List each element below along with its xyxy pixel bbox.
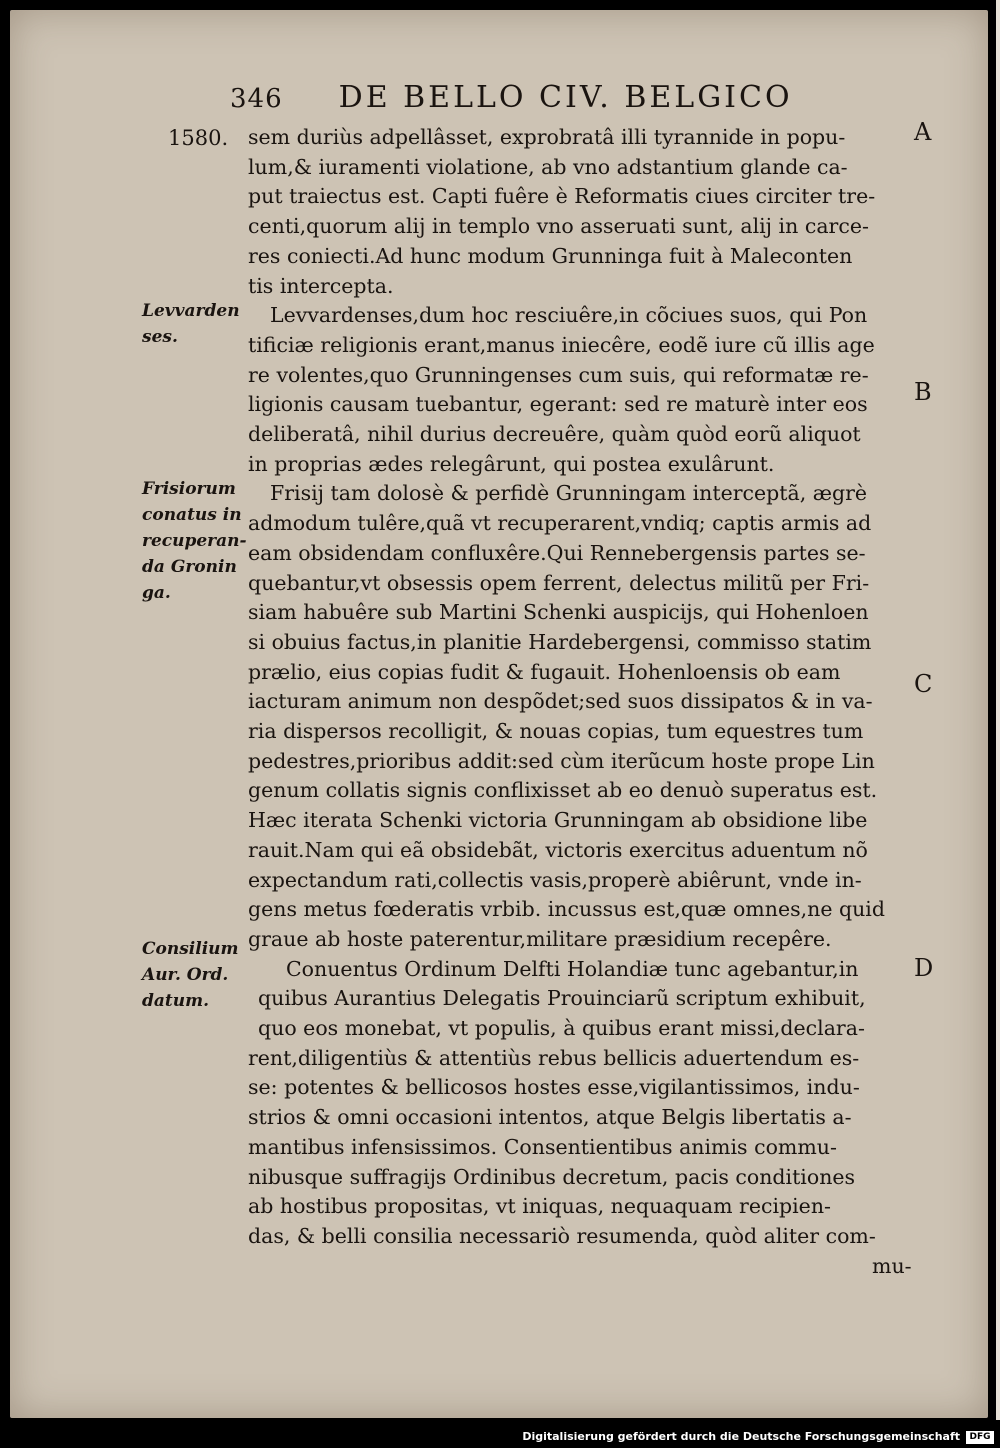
margin-note-line: Aur. Ord.	[142, 965, 229, 985]
text-line: admodum tulêre,quã vt recuperarent,vndiq; captis armis ad	[248, 511, 872, 535]
text-line: Frisij tam dolosè & perfidè Grunningam interceptã, ægrè	[270, 481, 868, 505]
margin-note-consilium	[142, 936, 252, 1014]
year-marker: 1580.	[168, 126, 229, 150]
text-line: Conuentus Ordinum Delfti Holandiæ tunc agebantur,in	[286, 957, 859, 981]
section-letter-d: D	[914, 954, 934, 982]
text-line: tis intercepta.	[248, 274, 394, 298]
text-line: re volentes,quo Grunningenses cum suis, qui reformatæ re-	[248, 363, 869, 387]
text-line: ab hostibus propositas, vt iniquas, nequaquam recipien-	[248, 1194, 831, 1218]
text-line: gens metus fœderatis vrbib. incussus est,quæ omnes,ne quid	[248, 897, 885, 921]
text-line: siam habuêre sub Martini Schenki auspicijs, qui Hohenloen	[248, 600, 869, 624]
margin-note-levvardenses	[142, 298, 252, 350]
text-line: tificiæ religionis erant,manus iniecêre, eodẽ iure cũ illis age	[248, 333, 875, 357]
text-line: in proprias ædes relegârunt, qui postea exulârunt.	[248, 452, 775, 476]
text-line: Levvardenses,dum hoc resciuêre,in cõciues suos, qui Pon	[270, 303, 868, 327]
text-line: lum,& iuramenti violatione, ab vno adstantium glande ca-	[248, 155, 848, 179]
text-line: sem duriùs adpellâsset, exprobratâ illi tyrannide in popu-	[248, 125, 846, 149]
text-line: centi,quorum alij in templo vno asseruati sunt, alij in carce-	[248, 214, 869, 238]
text-line: mantibus infensissimos. Consentientibus animis commu-	[248, 1135, 837, 1159]
text-line: quo eos monebat, vt populis, à quibus erant missi,declara-	[258, 1016, 865, 1040]
margin-note-frisiorum	[142, 476, 252, 606]
margin-note-line: da Gronin	[142, 557, 237, 577]
text-line: prælio, eius copias fudit & fugauit. Hohenloensis ob eam	[248, 660, 841, 684]
section-letter-a: A	[914, 118, 932, 146]
text-line: rent,diligentiùs & attentiùs rebus bellicis aduertendum es-	[248, 1046, 860, 1070]
margin-note-line: recuperan-	[142, 531, 247, 551]
text-line: eam obsidendam confluxêre.Qui Rennebergensis partes se-	[248, 541, 866, 565]
text-line: pedestres,prioribus addit:sed cùm iterũcum hoste prope Lin	[248, 749, 875, 773]
text-line: quebantur,vt obsessis opem ferrent, delectus militũ per Fri-	[248, 571, 870, 595]
text-line: genum collatis signis conflixisset ab eo denuò superatus est.	[248, 778, 878, 802]
section-letter-b: B	[914, 378, 932, 406]
text-line: graue ab hoste paterentur,militare præsidium recepêre.	[248, 927, 832, 951]
page-header	[230, 80, 793, 115]
text-line: iacturam animum non despõdet;sed suos dissipatos & in va-	[248, 689, 873, 713]
funding-credit: Digitalisierung gefördert durch die Deutsche Forschungsgemeinschaft	[522, 1430, 960, 1443]
text-line: res coniecti.Ad hunc modum Grunninga fuit à Maleconten	[248, 244, 853, 268]
running-title: DE BELLO CIV. BELGICO	[338, 80, 793, 115]
text-line: ligionis causam tuebantur, egerant: sed re maturè inter eos	[248, 392, 868, 416]
text-line: quibus Aurantius Delegatis Prouinciarũ scriptum exhibuit,	[258, 986, 866, 1010]
page-edge	[996, 0, 1000, 1420]
text-line: nibusque suffragijs Ordinibus decretum, pacis conditiones	[248, 1165, 856, 1189]
page-number: 346	[230, 84, 283, 114]
text-line: si obuius factus,in planitie Hardebergensi, commisso statim	[248, 630, 872, 654]
text-line: deliberatâ, nihil durius decreuêre, quàm quòd eorũ aliquot	[248, 422, 861, 446]
margin-note-line: ga.	[142, 583, 171, 603]
margin-note-line: ses.	[142, 327, 178, 347]
margin-note-line: Frisiorum	[142, 479, 236, 499]
margin-note-line: Consilium	[142, 939, 239, 959]
footer-bar	[0, 1428, 1000, 1448]
margin-note-line: datum.	[142, 991, 210, 1011]
text-line: rauit.Nam qui eã obsidebãt, victoris exercitus aduentum nõ	[248, 838, 868, 862]
text-line: se: potentes & bellicosos hostes esse,vigilantissimos, indu-	[248, 1075, 860, 1099]
margin-note-line: Levvarden	[142, 301, 240, 321]
margin-note-line: conatus in	[142, 505, 242, 525]
text-line: das, & belli consilia necessariò resumenda, quòd aliter com-	[248, 1224, 876, 1248]
section-letter-c: C	[914, 670, 933, 698]
text-line: strios & omni occasioni intentos, atque Belgis libertatis a-	[248, 1105, 852, 1129]
text-line: Hæc iterata Schenki victoria Grunningam ab obsidione libe	[248, 808, 868, 832]
text-line: expectandum rati,collectis vasis,properè abiêrunt, vnde in-	[248, 868, 862, 892]
text-line: mu-	[872, 1254, 912, 1278]
text-line: put traiectus est. Capti fuêre è Reformatis ciues circiter tre-	[248, 184, 876, 208]
dfg-logo: DFG	[966, 1431, 994, 1444]
text-line: ria dispersos recolligit, & nouas copias, tum equestres tum	[248, 719, 864, 743]
